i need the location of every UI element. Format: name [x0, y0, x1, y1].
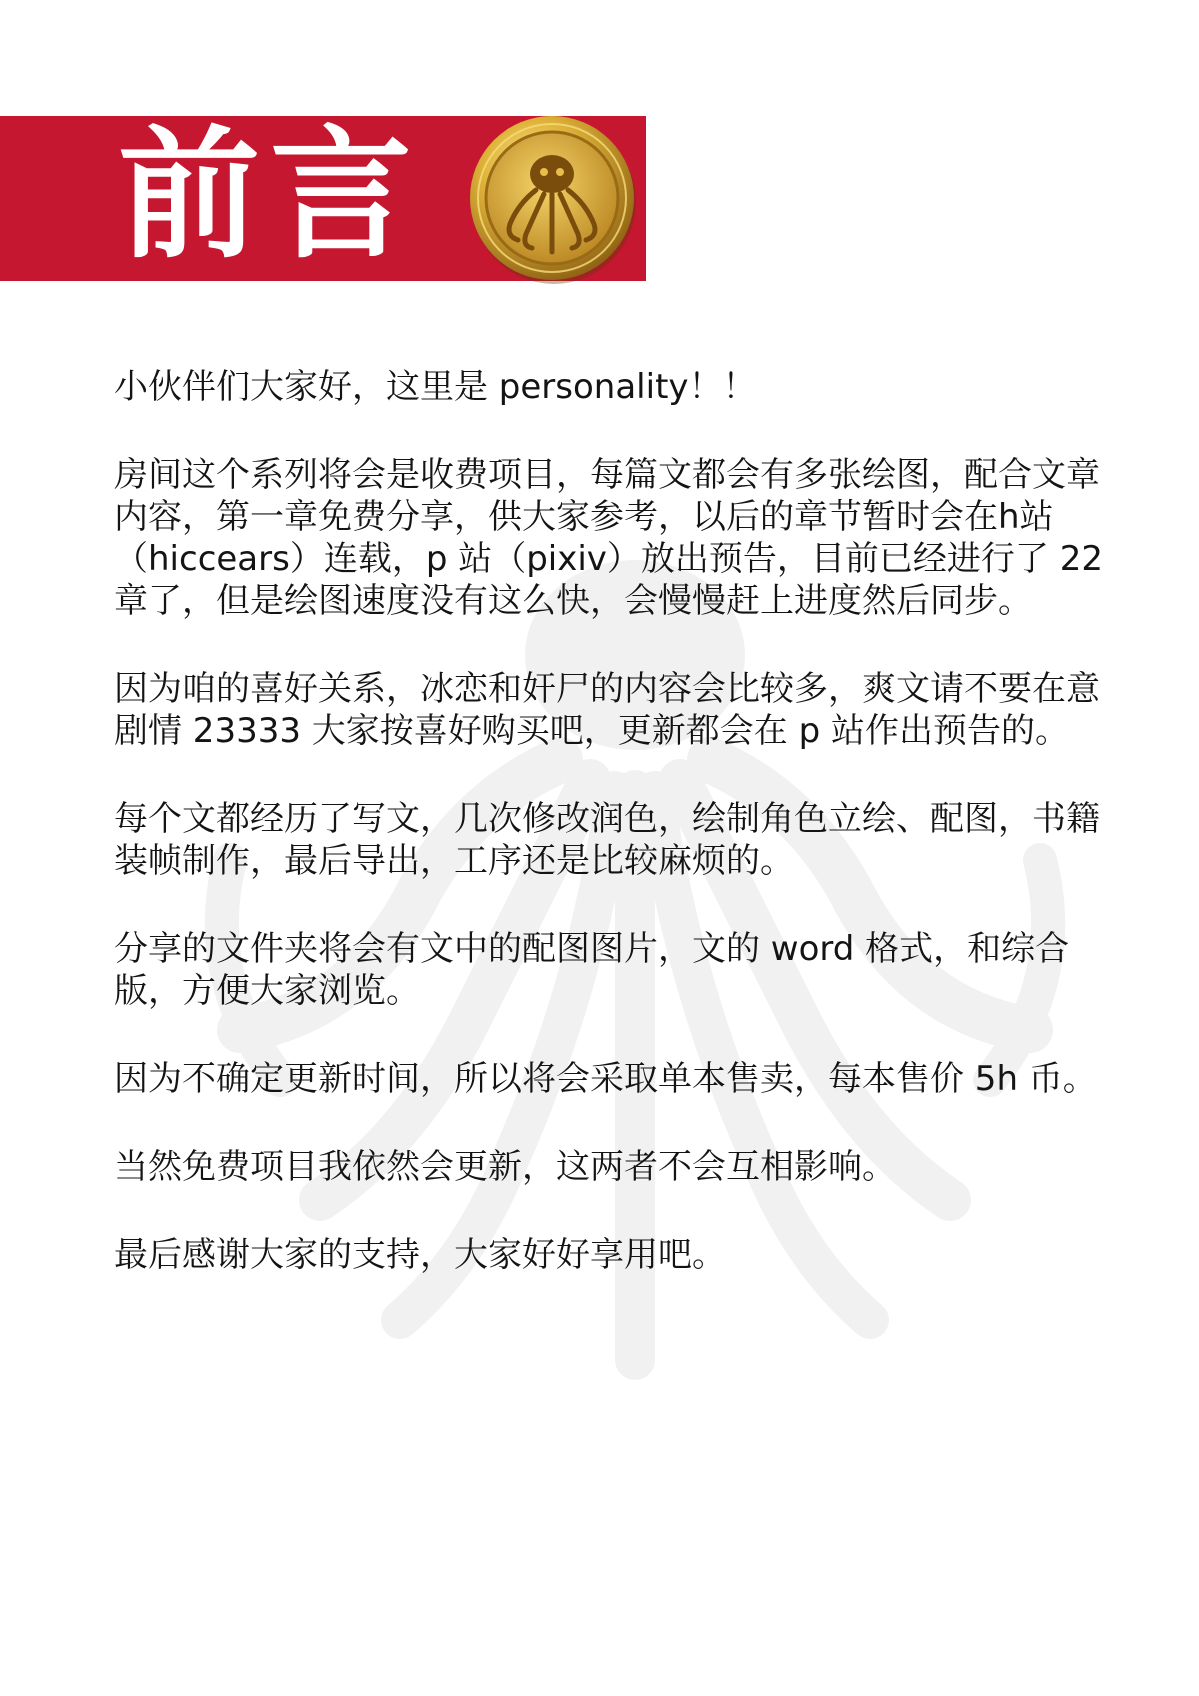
- page-title: 前言: [118, 112, 422, 278]
- paragraph-production: 每个文都经历了写文，几次修改润色，绘制角色立绘、配图，书籍装帧制作，最后导出，工序还是比较麻烦的。: [114, 799, 1100, 881]
- paragraph-content-note: 因为咱的喜好关系，冰恋和奸尸的内容会比较多，爽文请不要在意剧情 23333 大家按喜好购买吧，更新都会在 p 站作出预告的。: [114, 669, 1100, 751]
- preface-body: [114, 366, 1114, 1322]
- paragraph-greeting: 小伙伴们大家好，这里是 personality！！: [114, 367, 757, 407]
- paragraph-series-intro: 房间这个系列将会是收费项目，每篇文都会有多张绘图，配合文章内容，第一章免费分享，供大家参考，以后的章节暂时会在h站（hiccears）连载，p 站（pixiv）放出预告，目前已经进行了 22 章了，但是绘图速度没有这么快，会慢慢赶上进度然后同步。: [114, 455, 1104, 621]
- paragraph-pricing: 因为不确定更新时间，所以将会采取单本售卖，每本售价 5h 币。: [114, 1059, 1097, 1099]
- paragraph-thanks: 最后感谢大家的支持，大家好好享用吧。: [114, 1235, 726, 1275]
- paragraph-shared-files: 分享的文件夹将会有文中的配图图片，文的 word 格式，和综合版，方便大家浏览。: [114, 929, 1070, 1011]
- gold-octopus-coin-icon: [466, 112, 642, 288]
- paragraph-free-updates: 当然免费项目我依然会更新，这两者不会互相影响。: [114, 1147, 896, 1187]
